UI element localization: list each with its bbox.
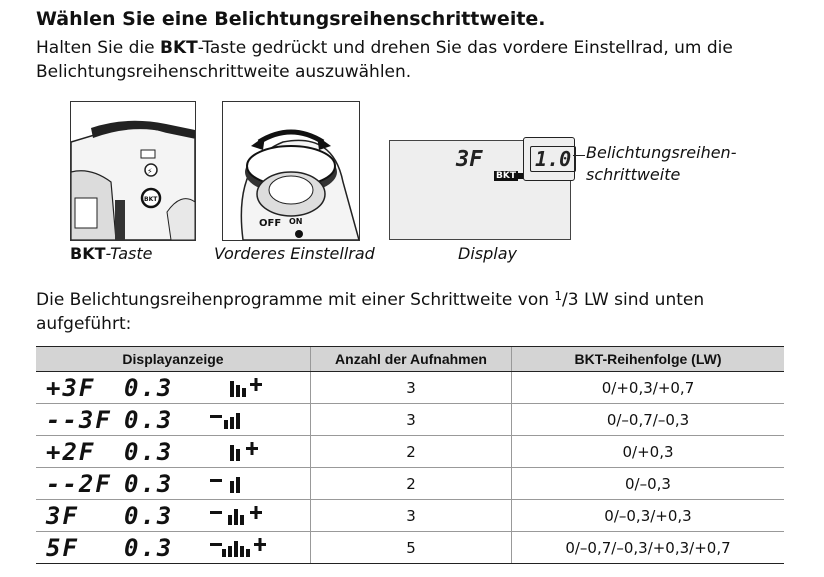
table-row (36, 404, 784, 436)
order-cell: 0/–0,7/–0,3/+0,3/+0,7 (512, 532, 785, 564)
programs-paragraph: Die Belichtungsreihenprogramme mit einer Schrittweite von $^1$/3 LW sind unten aufgeführt: (36, 289, 705, 334)
step-readout: 0.3 (124, 406, 174, 434)
bkt-button-figure (70, 101, 196, 241)
display-readout (36, 500, 311, 532)
header-display: Displayanzeige (36, 347, 311, 372)
shots-cell: 3 (311, 372, 512, 404)
display-readout (36, 468, 311, 500)
shots-cell: 5 (311, 532, 512, 564)
callout-line (573, 155, 585, 156)
program-readout: 5F (46, 534, 79, 562)
program-readout: --2F (46, 470, 112, 498)
svg-text:ON: ON (289, 217, 303, 226)
step-readout: 0.3 (124, 438, 174, 466)
program-readout: +3F (46, 374, 96, 402)
display-readout (36, 532, 311, 564)
front-dial-illustration (223, 102, 359, 240)
bracket-indicator-icon (210, 505, 280, 527)
svg-text:OFF: OFF (259, 218, 282, 229)
display-readout (36, 404, 311, 436)
page-heading: Wählen Sie eine Belichtungsreihenschrittweite. (36, 8, 546, 30)
program-readout: --3F (46, 406, 112, 434)
svg-text:BKT: BKT (144, 196, 158, 203)
display-bkt-indicator: BKT (496, 171, 516, 181)
front-dial-caption: Vorderes Einstellrad (214, 244, 375, 263)
intro-paragraph: Halten Sie die BKT-Taste gedrückt und drehen Sie das vordere Einstellrad, um die Belichtungsreihenschrittweite auszuwählen. (36, 38, 733, 82)
program-readout: +2F (46, 438, 96, 466)
bracket-indicator-icon (210, 537, 280, 559)
bracket-indicator-icon (210, 377, 280, 399)
step-readout: 0.3 (124, 502, 174, 530)
header-order: BKT-Reihenfolge (LW) (512, 347, 785, 372)
shots-cell: 2 (311, 436, 512, 468)
table-row (36, 372, 784, 404)
shots-cell: 3 (311, 404, 512, 436)
display-caption: Display (458, 244, 517, 263)
display-step-value: 1.0 (530, 146, 576, 172)
step-readout: 0.3 (124, 374, 174, 402)
camera-body-illustration (71, 102, 195, 240)
display-frames: 3F (456, 147, 483, 172)
order-cell: 0/–0,3 (512, 468, 785, 500)
step-readout: 0.3 (124, 470, 174, 498)
order-cell: 0/+0,3 (512, 436, 785, 468)
bracket-indicator-icon (210, 473, 280, 495)
header-shots: Anzahl der Aufnahmen (311, 347, 512, 372)
shots-cell: 2 (311, 468, 512, 500)
display-readout (36, 436, 311, 468)
order-cell: 0/–0,3/+0,3 (512, 500, 785, 532)
bkt-key-label: BKT (159, 38, 198, 58)
table-row (36, 436, 784, 468)
table-header-row (36, 347, 784, 372)
step-readout: 0.3 (124, 534, 174, 562)
bracketing-table (36, 346, 784, 564)
table-row (36, 500, 784, 532)
order-cell: 0/–0,7/–0,3 (512, 404, 785, 436)
front-dial-figure (222, 101, 360, 241)
display-readout (36, 372, 311, 404)
bkt-button-caption: BKT-Taste (70, 244, 153, 263)
program-readout: 3F (46, 502, 79, 530)
bracket-indicator-icon (210, 441, 280, 463)
callout-label: Belichtungsreihen- schrittweite (586, 143, 737, 184)
table-row (36, 532, 784, 564)
step-highlight-box (523, 137, 575, 181)
bracket-indicator-icon (210, 409, 280, 431)
svg-text:⚡: ⚡ (147, 167, 153, 176)
shots-cell: 3 (311, 500, 512, 532)
table-row (36, 468, 784, 500)
order-cell: 0/+0,3/+0,7 (512, 372, 785, 404)
